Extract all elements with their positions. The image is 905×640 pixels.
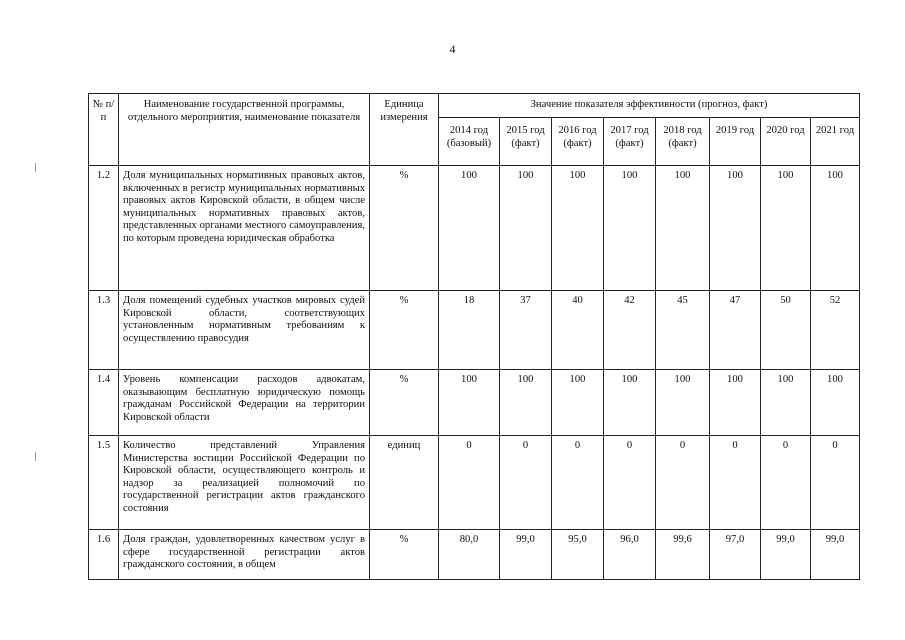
row-value: [710, 291, 761, 370]
row-value-label: 0: [832, 440, 838, 451]
margin-tick-mark: [35, 163, 36, 172]
row-value-label: 99,0: [776, 534, 795, 545]
indicators-table: [88, 93, 860, 580]
row-name-label: Количество представлений Управления Министерства юстиции Российской Федерации по Кировской области, осуществляющего контроль и надзор за реализацией полномочий по государственной регистрации актов гражданского состояния: [123, 440, 365, 514]
row-value: [811, 370, 860, 436]
row-value-label: 96,0: [620, 534, 639, 545]
row-value: [552, 530, 604, 580]
header-year: [656, 118, 710, 166]
row-value-label: 40: [572, 295, 583, 306]
header-year: [552, 118, 604, 166]
table-row: [89, 291, 860, 370]
row-name: [119, 166, 370, 291]
row-value-label: 100: [827, 374, 843, 385]
row-value: [811, 530, 860, 580]
row-value: [500, 530, 552, 580]
header-year-label: 2020 год: [766, 125, 805, 136]
row-value: [761, 436, 811, 530]
row-value: [604, 291, 656, 370]
row-value-label: 100: [777, 374, 794, 385]
row-value-label: 80,0: [459, 534, 479, 545]
table-row: [89, 530, 860, 580]
row-value-label: 100: [827, 170, 843, 181]
row-value-label: 0: [574, 440, 581, 451]
row-value: [604, 166, 656, 291]
row-value-label: 0: [732, 440, 738, 451]
row-value-label: 100: [777, 170, 794, 181]
row-num-label: 1.4: [96, 374, 111, 385]
row-value: [710, 166, 761, 291]
row-value-label: 99,0: [825, 534, 845, 545]
header-year: [604, 118, 656, 166]
row-value-label: 0: [522, 440, 529, 451]
row-value-label: 97,0: [725, 534, 745, 545]
row-value: [811, 166, 860, 291]
row-value: [656, 530, 710, 580]
header-year-label: 2021 год: [815, 125, 855, 136]
row-value-label: 100: [674, 170, 691, 181]
row-value-label: 100: [517, 170, 534, 181]
row-name: [119, 436, 370, 530]
table-row: [89, 370, 860, 436]
row-value: [500, 166, 552, 291]
row-unit: [370, 436, 439, 530]
row-value: [552, 166, 604, 291]
row-value: [710, 530, 761, 580]
table-row: [89, 166, 860, 291]
row-name-label: Доля помещений судебных участков мировых судей Кировской области, соответствующих установленным нормативным требованиям к осуществлению правосудия: [123, 295, 365, 344]
row-unit-label: %: [399, 374, 409, 385]
row-value: [439, 436, 500, 530]
row-value: [604, 530, 656, 580]
row-value: [761, 166, 811, 291]
row-unit-label: единиц: [387, 440, 421, 451]
row-value: [552, 370, 604, 436]
header-year: [710, 118, 761, 166]
row-value: [656, 436, 710, 530]
row-value: [604, 370, 656, 436]
row-value-label: 18: [463, 295, 475, 306]
row-name-label: Доля муниципальных нормативных правовых актов, включенных в регистр муниципальных нормативных правовых актов Кировской области, в общем числе муниципальных нормативных правовых актов, представленных органами местного самоуправления, по которым проведена юридическая обработка: [123, 170, 365, 244]
row-value-label: 45: [677, 295, 688, 306]
row-value: [656, 166, 710, 291]
row-name: [119, 291, 370, 370]
header-num-label: № п/п: [92, 99, 115, 123]
row-name-label: Доля граждан, удовлетворенных качеством услуг в сфере государственной регистрации актов гражданского состояния, в общем: [123, 534, 365, 571]
row-value: [710, 370, 761, 436]
row-value: [710, 436, 761, 530]
row-unit: [370, 291, 439, 370]
header-num: [89, 94, 119, 166]
row-value-label: 0: [679, 440, 686, 451]
row-unit: [370, 370, 439, 436]
header-name-label: Наименование государственной программы, отдельного мероприятия, наименование показателя: [127, 99, 361, 123]
row-name-label: Уровень компенсации расходов адвокатам, оказывающим бесплатную юридическую помощь гражданам Российской Федерации на территории Кировской области: [123, 374, 365, 423]
row-value-label: 47: [729, 295, 741, 306]
row-value-label: 100: [674, 374, 691, 385]
row-num-label: 1.2: [96, 170, 111, 181]
row-value-label: 100: [727, 170, 743, 181]
page-number: 4: [449, 42, 456, 56]
header-year: [761, 118, 811, 166]
row-name: [119, 530, 370, 580]
row-unit-label: %: [399, 295, 409, 306]
row-value-label: 99,0: [516, 534, 535, 545]
header-year: [439, 118, 500, 166]
row-value: [500, 436, 552, 530]
row-value: [761, 530, 811, 580]
table-row: [89, 436, 860, 530]
row-value-label: 100: [461, 374, 477, 385]
row-num: [89, 370, 119, 436]
row-value: [761, 291, 811, 370]
row-value-label: 52: [829, 295, 841, 306]
header-year-label: 2019 год: [715, 125, 755, 136]
header-year: [500, 118, 552, 166]
row-num: [89, 166, 119, 291]
header-values-group: [439, 94, 860, 118]
row-value-label: 100: [621, 170, 638, 181]
header-unit: [370, 94, 439, 166]
row-value-label: 95,0: [568, 534, 587, 545]
header-year-label: 2015 год (факт): [506, 125, 545, 149]
row-value: [500, 370, 552, 436]
header-unit-label: Единица измерения: [380, 99, 428, 123]
row-value: [552, 436, 604, 530]
margin-tick-mark: [35, 452, 36, 461]
row-value-label: 100: [569, 374, 586, 385]
row-value-label: 100: [621, 374, 638, 385]
row-value: [439, 166, 500, 291]
header-year: [811, 118, 860, 166]
row-num-label: 1.6: [96, 534, 111, 545]
row-num-label: 1.3: [96, 295, 111, 306]
row-unit-label: %: [399, 170, 409, 181]
row-name: [119, 370, 370, 436]
row-value: [552, 291, 604, 370]
header-name: [119, 94, 370, 166]
row-unit: [370, 166, 439, 291]
row-value-label: 0: [782, 440, 789, 451]
header-year-label: 2017 год (факт): [610, 125, 649, 149]
row-value-label: 42: [624, 295, 635, 306]
row-value-label: 99,6: [673, 534, 692, 545]
row-value: [656, 370, 710, 436]
row-value: [811, 291, 860, 370]
header-year-label: 2016 год (факт): [558, 125, 597, 149]
row-value: [811, 436, 860, 530]
row-value: [439, 370, 500, 436]
row-value: [439, 291, 500, 370]
row-value-label: 50: [780, 295, 791, 306]
row-num: [89, 530, 119, 580]
header-year-label: 2014 год (базовый): [446, 125, 492, 149]
row-value: [761, 370, 811, 436]
row-value-label: 100: [569, 170, 586, 181]
row-unit: [370, 530, 439, 580]
row-num-label: 1.5: [96, 440, 111, 451]
row-value-label: 100: [727, 374, 743, 385]
row-num: [89, 291, 119, 370]
header-values-group-label: Значение показателя эффективности (прогноз, факт): [530, 99, 768, 110]
row-value-label: 0: [626, 440, 633, 451]
row-value: [500, 291, 552, 370]
row-value: [604, 436, 656, 530]
row-value-label: 100: [517, 374, 534, 385]
header-year-label: 2018 год (факт): [663, 125, 702, 149]
row-value-label: 0: [466, 440, 472, 451]
row-unit-label: %: [399, 534, 409, 545]
row-value-label: 37: [520, 295, 531, 306]
row-value: [656, 291, 710, 370]
row-value-label: 100: [461, 170, 477, 181]
row-value: [439, 530, 500, 580]
row-num: [89, 436, 119, 530]
